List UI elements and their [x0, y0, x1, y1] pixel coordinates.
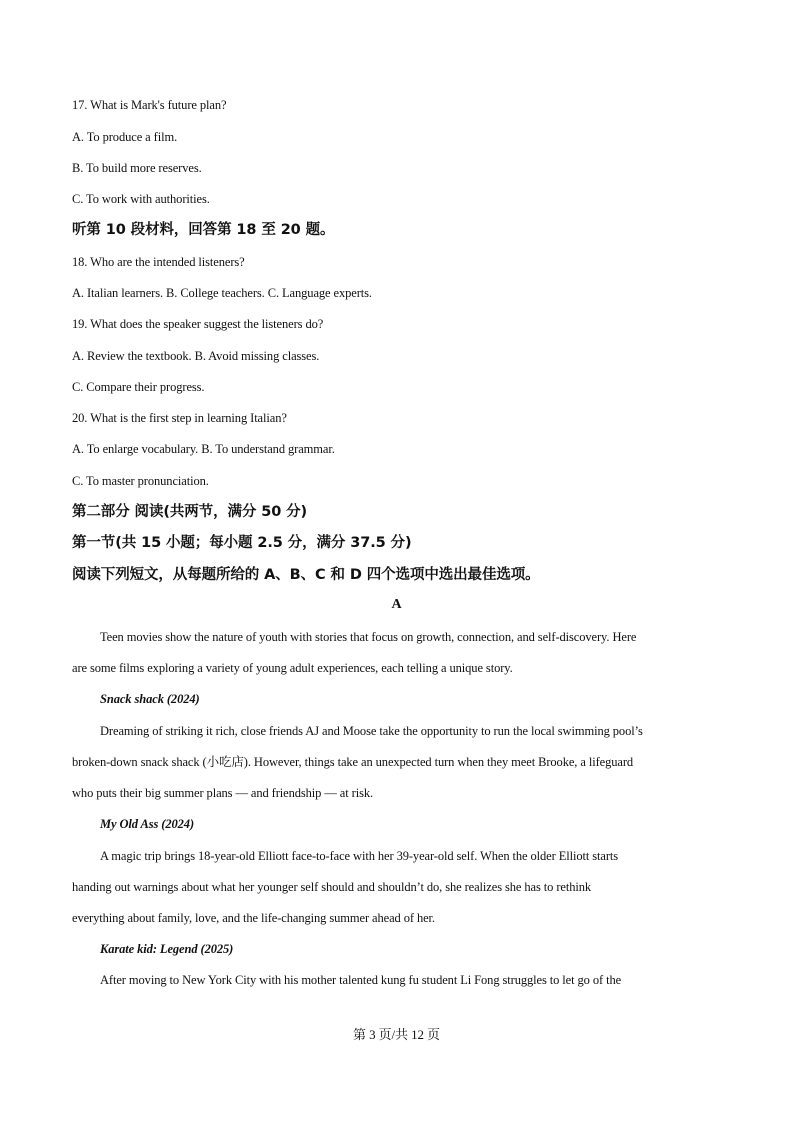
question-20: 20. What is the first step in learning Italian?: [72, 411, 287, 425]
my-old-ass-line-2: handing out warnings about what her younger self should and shouldn’t do, she realizes she has to rethink: [72, 880, 592, 894]
snack-shack-line-1: Dreaming of striking it rich, close friends AJ and Moose take the opportunity to run the local swimming pool’s: [100, 724, 643, 738]
part-two-heading: 第二部分 阅读(共两节，满分 50 分): [72, 504, 308, 520]
intro-line-1: Teen movies show the nature of youth with stories that focus on growth, connection, and self-discovery. Here: [100, 630, 637, 644]
options-20ab: A. To enlarge vocabulary. B. To understand grammar.: [72, 442, 335, 456]
option-17c: C. To work with authorities.: [72, 192, 210, 206]
options-19ab: A. Review the textbook. B. Avoid missing classes.: [72, 349, 320, 363]
film-title-karate-kid: Karate kid: Legend (2025): [100, 942, 234, 956]
instruction-material-10: 听第 10 段材料，回答第 18 至 20 题。: [72, 222, 335, 238]
option-17a: A. To produce a film.: [72, 130, 178, 144]
reading-instruction: 阅读下列短文，从每题所给的 A、B、C 和 D 四个选项中选出最佳选项。: [72, 567, 540, 583]
film-title-snack-shack: Snack shack (2024): [100, 692, 200, 706]
film-title-my-old-ass: My Old Ass (2024): [100, 817, 195, 831]
option-19c: C. Compare their progress.: [72, 380, 205, 394]
option-17b: B. To build more reserves.: [72, 161, 202, 175]
snack-shack-line-2: broken-down snack shack (小吃店). However, things take an unexpected turn when they meet Brooke, a lifeguard: [72, 755, 634, 769]
option-20c: C. To master pronunciation.: [72, 474, 209, 488]
section-one-heading: 第一节(共 15 小题；每小题 2.5 分，满分 37.5 分): [72, 535, 412, 551]
passage-letter: A: [391, 597, 402, 612]
intro-line-2: are some films exploring a variety of young adult experiences, each telling a unique story.: [72, 661, 513, 675]
page-footer: 第 3 页/共 12 页: [353, 1027, 440, 1042]
question-17: 17. What is Mark's future plan?: [72, 98, 227, 112]
question-18: 18. Who are the intended listeners?: [72, 255, 245, 269]
my-old-ass-line-1: A magic trip brings 18-year-old Elliott face-to-face with her 39-year-old self. When the older Elliott starts: [100, 849, 619, 863]
my-old-ass-line-3: everything about family, love, and the life-changing summer ahead of her.: [72, 911, 435, 925]
question-19: 19. What does the speaker suggest the listeners do?: [72, 317, 324, 331]
karate-kid-line-1: After moving to New York City with his mother talented kung fu student Li Fong struggles to let go of the: [100, 973, 622, 987]
snack-shack-line-3: who puts their big summer plans — and friendship — at risk.: [72, 786, 374, 800]
options-18: A. Italian learners. B. College teachers. C. Language experts.: [72, 286, 372, 300]
